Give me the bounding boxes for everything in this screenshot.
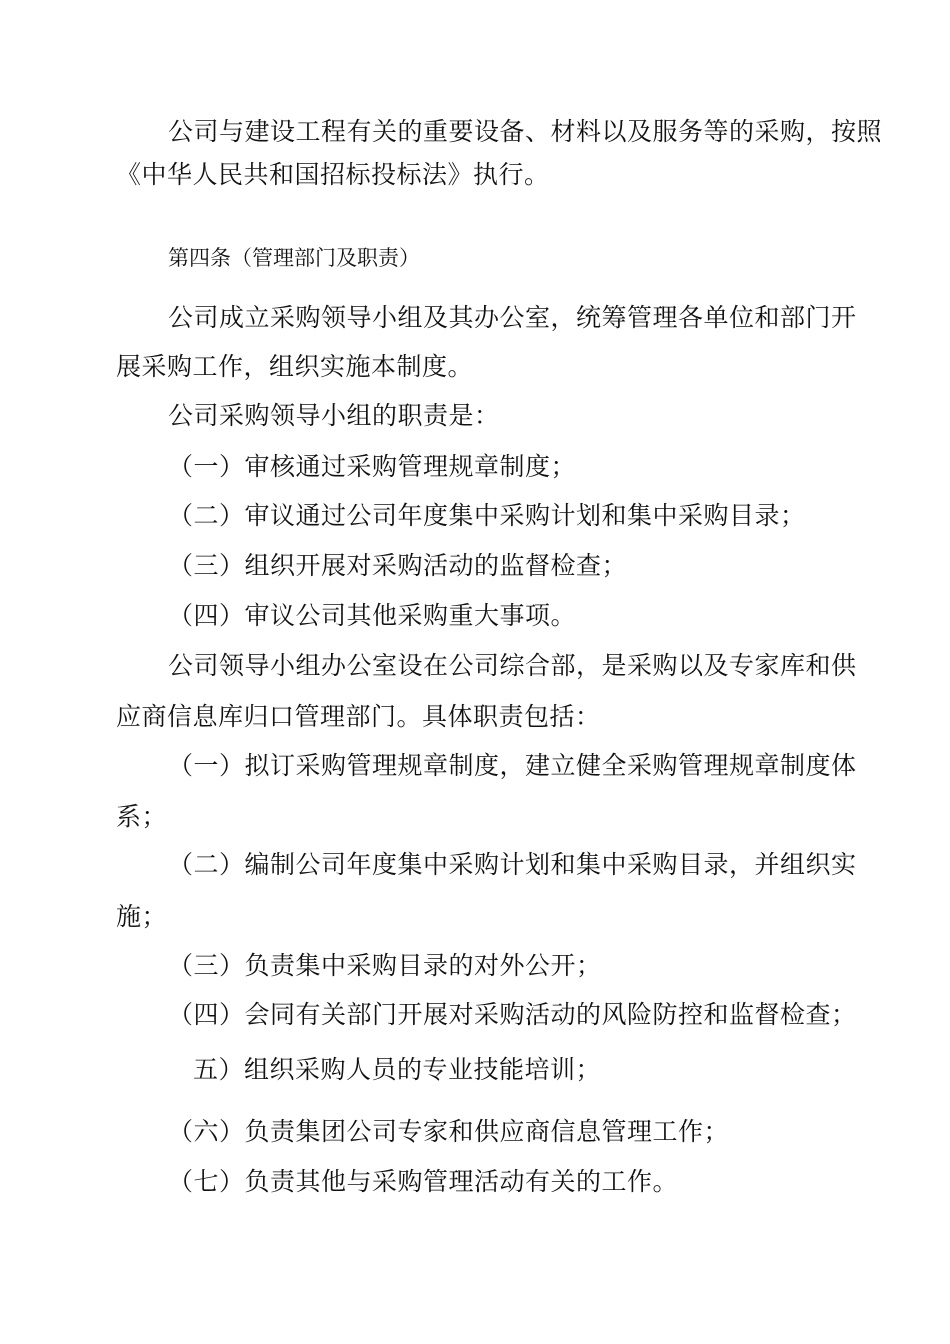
list-item: （三）组织开展对采购活动的监督检查；: [168, 551, 628, 580]
list-item: （四）会同有关部门开展对采购活动的风险防控和监督检查；: [168, 1000, 857, 1029]
paragraph-line: 公司采购领导小组的职责是：: [168, 401, 500, 430]
list-item: （二）编制公司年度集中采购计划和集中采购目录，并组织实: [168, 850, 857, 879]
paragraph-line: 应商信息库归口管理部门。具体职责包括：: [116, 702, 601, 731]
list-item: （一）拟订采购管理规章制度，建立健全采购管理规章制度体: [168, 751, 857, 780]
list-item: （二）审议通过公司年度集中采购计划和集中采购目录；: [168, 501, 806, 530]
list-item: （七）负责其他与采购管理活动有关的工作。: [168, 1167, 679, 1196]
paragraph-line: 《中华人民共和国招标投标法》执行。: [116, 160, 550, 189]
list-item-continuation: 施；: [116, 902, 168, 931]
list-item: （六）负责集团公司专家和供应商信息管理工作；: [168, 1117, 730, 1146]
paragraph-line: 公司与建设工程有关的重要设备、材料以及服务等的采购，按照: [168, 117, 883, 146]
list-item: （一）审核通过采购管理规章制度；: [168, 452, 577, 481]
paragraph-line: 公司成立采购领导小组及其办公室，统筹管理各单位和部门开: [168, 303, 857, 332]
list-item: 五）组织采购人员的专业技能培训；: [193, 1055, 602, 1084]
paragraph-line: 公司领导小组办公室设在公司综合部，是采购以及专家库和供: [168, 651, 857, 680]
paragraph-line: 展采购工作，组织实施本制度。: [116, 352, 474, 381]
list-item-continuation: 系；: [116, 802, 168, 831]
article-heading: 第四条（管理部门及职责）: [168, 246, 420, 270]
list-item: （三）负责集中采购目录的对外公开；: [168, 951, 602, 980]
list-item: （四）审议公司其他采购重大事项。: [168, 601, 577, 630]
